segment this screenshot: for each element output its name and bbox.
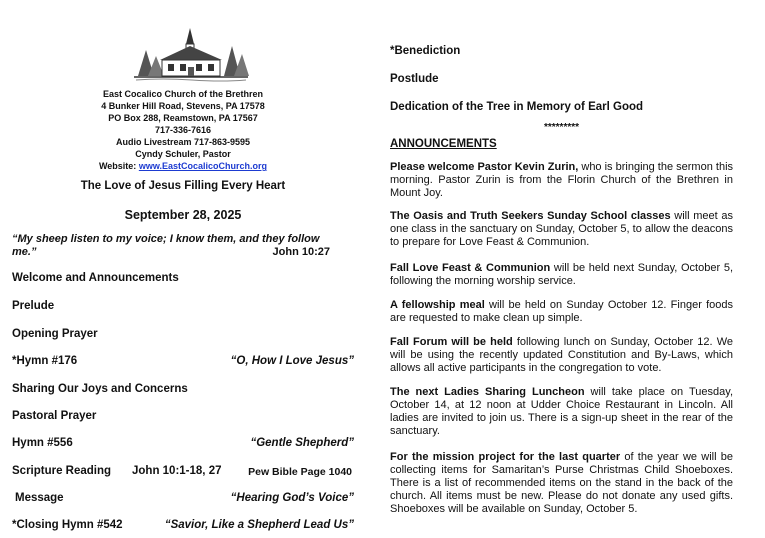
- announcement-ladies-luncheon: [390, 386, 733, 438]
- announcement-fellowship-meal: [390, 299, 733, 325]
- announcement-sunday-school: [390, 210, 733, 249]
- announcement-fall-forum: [390, 336, 733, 375]
- announcement-pastor-welcome: [390, 161, 733, 200]
- hymn-176-label: *Hymn #176: [12, 355, 78, 367]
- hymn-176-title: “O, How I Love Jesus”: [230, 355, 354, 367]
- theme-verse: [12, 233, 360, 259]
- announcement-3-lead: Fall Love Feast & Communion: [390, 262, 551, 274]
- announcement-7-text: of the year we will be collecting items for Samaritan’s Purse Christmas Child Shoeboxes. There is a list of recommended items on the stand in the back of the church. All items must be new. Please do not donate any used gifts. Shoeboxes will be available on Sunday, October 5.: [390, 451, 733, 515]
- website-label: Website:: [98, 161, 137, 171]
- church-building-illustration: [132, 26, 250, 82]
- announcement-5-lead: Fall Forum will be held: [390, 336, 513, 348]
- website-link[interactable]: www.EastCocalicoChurch.org: [138, 161, 268, 171]
- message-label: Message: [15, 492, 64, 504]
- hymn-556-item: [12, 437, 354, 449]
- pastor-name: Cyndy Schuler, Pastor: [135, 149, 231, 159]
- scripture-reference: John 10:1-18, 27: [132, 465, 222, 477]
- pew-bible-page: Pew Bible Page 1040: [248, 466, 352, 478]
- postlude-item: Postlude: [390, 73, 439, 85]
- closing-hymn-item: [12, 519, 354, 531]
- announcement-2-text: will meet as one class in the sanctuary on Sunday, October 5, to allow the deacons to prepare for Love Feast & Communion.: [390, 210, 733, 248]
- hymn-556-title: “Gentle Shepherd”: [250, 437, 354, 449]
- closing-hymn-label: *Closing Hymn #542: [12, 519, 123, 531]
- message-title: “Hearing God’s Voice”: [230, 492, 354, 504]
- closing-hymn-title: “Savior, Like a Shepherd Lead Us”: [164, 519, 354, 531]
- announcement-love-feast: [390, 262, 733, 288]
- announcement-6-lead: The next Ladies Sharing Luncheon: [390, 386, 585, 398]
- announcement-mission-project: [390, 451, 733, 516]
- website-line: [12, 160, 354, 172]
- phone-number: 717-336-7616: [154, 125, 212, 135]
- announcement-6-text: will take place on Tuesday, October 14, at 12 noon at Udder Choice Restaurant in Lincoln. All ladies are invited to join us. There is a sign-up sheet in the rear of the sanctuary.: [390, 386, 733, 437]
- dedication-item: Dedication of the Tree in Memory of Earl Good: [390, 101, 644, 113]
- tagline: The Love of Jesus Filling Every Heart: [80, 180, 286, 192]
- announcement-5-text: following lunch on Sunday, October 12. We will be using the recently updated Constitution and By-Laws, which allows all active participants in the congregation to vote.: [390, 336, 733, 374]
- hymn-556-label: Hymn #556: [12, 437, 73, 449]
- verse-line-1: “My sheep listen to my voice; I know them, and they follow: [12, 233, 320, 245]
- announcement-1-text: who is bringing the sermon this morning. Pastor Zurin is from the Florin Church of the Brethren in Mount Joy.: [390, 161, 734, 199]
- church-name: East Cocalico Church of the Brethren: [102, 89, 264, 99]
- hymn-176-item: [12, 355, 354, 367]
- announcement-2-lead: The Oasis and Truth Seekers Sunday School classes: [390, 210, 671, 222]
- section-separator: *********: [543, 122, 580, 133]
- welcome-item: Welcome and Announcements: [12, 272, 179, 284]
- verse-line-2: me.”: [12, 246, 37, 258]
- livestream-number: Audio Livestream 717-863-9595: [115, 137, 251, 147]
- announcement-1-lead: Please welcome Pastor Kevin Zurin,: [390, 161, 579, 173]
- street-address: 4 Bunker Hill Road, Stevens, PA 17578: [101, 101, 265, 111]
- announcement-3-text: will be held next Sunday, October 5, following the morning worship service.: [390, 262, 733, 287]
- benediction-item: *Benediction: [390, 45, 461, 57]
- prelude-item: Prelude: [12, 300, 55, 312]
- message-item: [15, 492, 354, 504]
- announcements-heading: ANNOUNCEMENTS: [390, 138, 497, 150]
- po-box-address: PO Box 288, Reamstown, PA 17567: [108, 113, 258, 123]
- church-address-block: [12, 88, 354, 172]
- joys-concerns-item: Sharing Our Joys and Concerns: [12, 383, 188, 395]
- verse-reference: John 10:27: [272, 246, 330, 258]
- opening-prayer-item: Opening Prayer: [12, 328, 98, 340]
- service-date: September 28, 2025: [124, 208, 242, 222]
- pastoral-prayer-item: Pastoral Prayer: [12, 410, 97, 422]
- announcement-4-lead: A fellowship meal: [390, 299, 485, 311]
- scripture-label: Scripture Reading: [12, 465, 112, 477]
- announcement-4-text: will be held on Sunday October 12. Finger foods are requested to make clean up simple.: [390, 299, 733, 324]
- announcement-7-lead: For the mission project for the last quarter: [390, 451, 621, 463]
- scripture-reading-item: [12, 465, 354, 477]
